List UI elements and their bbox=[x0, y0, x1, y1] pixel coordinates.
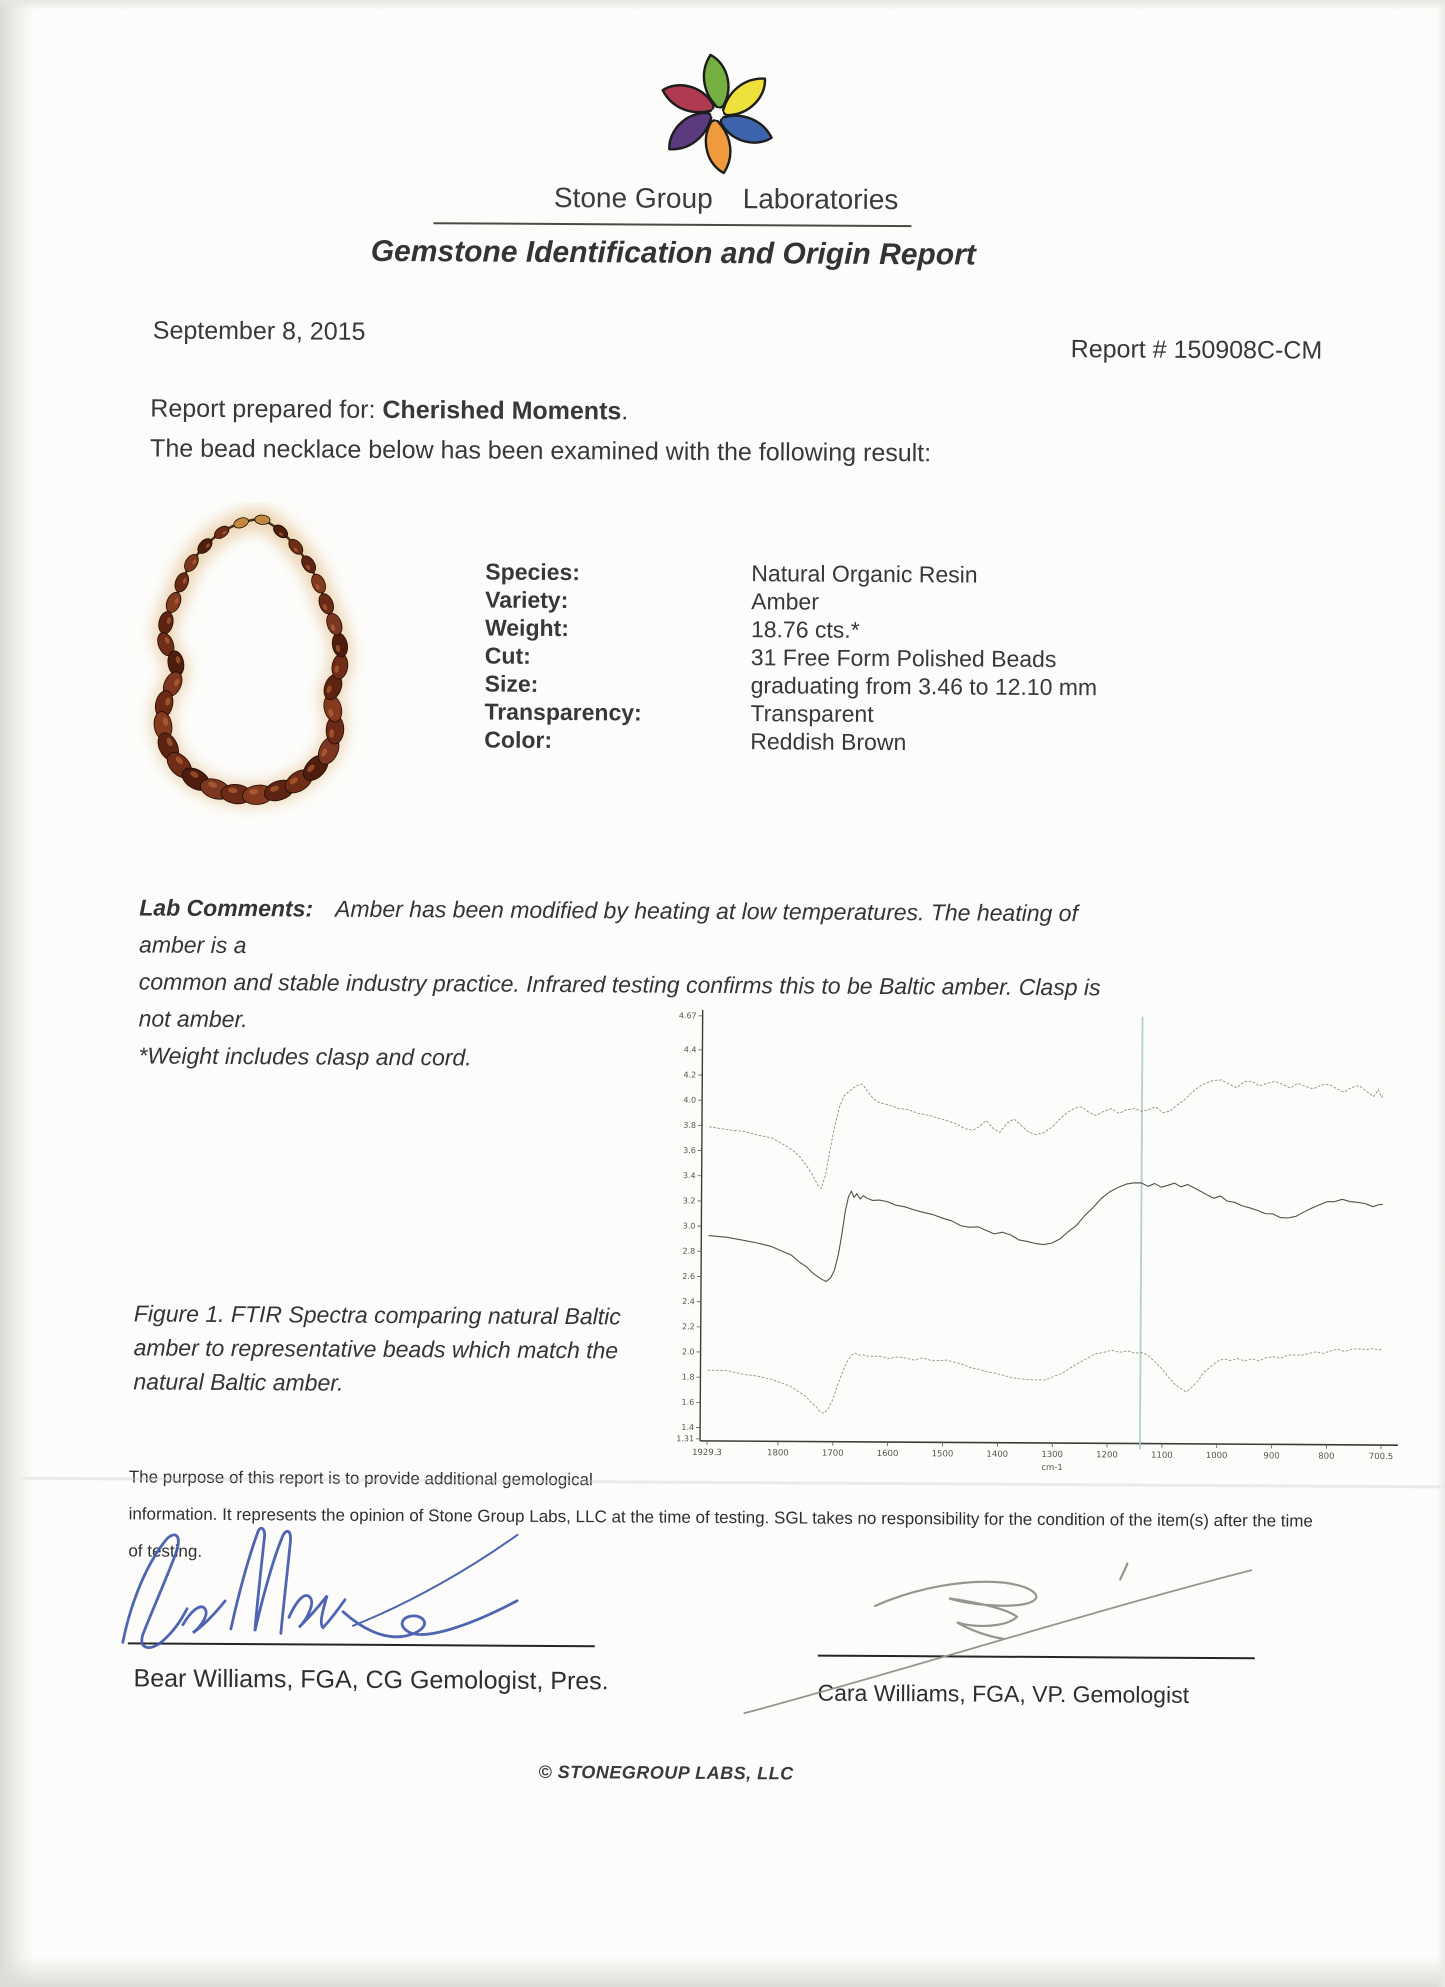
y-tick-label: 4.67 bbox=[678, 1011, 697, 1021]
spec-row-cut bbox=[484, 642, 1057, 673]
brand-word-laboratories: Laboratories bbox=[742, 183, 899, 216]
stone-group-labs-logo bbox=[652, 50, 785, 189]
brand-name bbox=[4, 179, 1445, 220]
ftir-chart-container bbox=[656, 1000, 1419, 1495]
y-tick-label: 2.0 bbox=[681, 1347, 695, 1357]
figure-caption bbox=[133, 1296, 634, 1401]
y-tick-label: 3.4 bbox=[682, 1171, 696, 1181]
lab-comments-line-2: common and stable industry practice. Infrared testing confirms this to be Baltic amber. Clasp is not amber. bbox=[138, 968, 1101, 1033]
purpose-paragraph bbox=[128, 1458, 1409, 1577]
spec-value: 31 Free Form Polished Beads bbox=[750, 644, 1057, 673]
spec-label: Weight: bbox=[484, 614, 570, 642]
y-tick-label: 4.0 bbox=[683, 1095, 697, 1105]
x-tick-label: 1000 bbox=[1205, 1450, 1228, 1462]
spec-row-size bbox=[484, 670, 1098, 701]
intro-line: The bead necklace below has been examined with the following result: bbox=[150, 434, 932, 468]
spec-value: 18.76 cts.* bbox=[750, 616, 860, 643]
footer-copyright: © STONEGROUP LABS, LLC bbox=[538, 1761, 794, 1784]
brand-word-stone-group: Stone Group bbox=[553, 181, 713, 214]
spec-label: Size: bbox=[484, 670, 539, 697]
spec-row-species bbox=[485, 558, 978, 588]
figure-caption-line-1: Figure 1. FTIR Spectra comparing natural Baltic bbox=[133, 1300, 621, 1330]
spec-value: Natural Organic Resin bbox=[751, 560, 978, 588]
x-tick-label: 700.5 bbox=[1368, 1451, 1394, 1463]
y-tick-label: 2.2 bbox=[681, 1322, 695, 1332]
figure-caption-line-2: amber to representative beads which match the bbox=[133, 1334, 619, 1364]
x-tick-label: 1929.3 bbox=[692, 1447, 722, 1459]
spec-value: Reddish Brown bbox=[750, 728, 907, 756]
x-tick-label: 1600 bbox=[876, 1448, 899, 1460]
header-divider bbox=[433, 222, 911, 227]
x-axis bbox=[700, 1441, 1398, 1445]
report-number: Report # 150908C-CM bbox=[1070, 335, 1323, 365]
ftir-spectra-chart bbox=[656, 1000, 1419, 1495]
x-tick-label: 1700 bbox=[821, 1448, 844, 1459]
y-tick-label: 4.2 bbox=[683, 1070, 697, 1080]
y-tick-label: 1.31 bbox=[676, 1434, 695, 1444]
y-tick-label: 3.8 bbox=[683, 1120, 697, 1130]
y-tick-label: 3.2 bbox=[682, 1196, 696, 1206]
spec-label: Variety: bbox=[485, 586, 569, 614]
spec-row-variety bbox=[485, 586, 820, 615]
y-tick-label: 1.8 bbox=[681, 1372, 695, 1382]
figure-caption-line-3: natural Baltic amber. bbox=[133, 1368, 344, 1396]
x-tick-label: 1400 bbox=[986, 1449, 1009, 1460]
amber-necklace-photo bbox=[128, 501, 365, 832]
scan-edge-right bbox=[1437, 0, 1445, 1987]
x-tick-label: 900 bbox=[1263, 1451, 1280, 1462]
lab-comments-line-1: Amber has been modified by heating at low temperatures. The heating of amber is a bbox=[138, 895, 1078, 959]
spec-label: Transparency: bbox=[484, 698, 642, 726]
y-tick-label: 2.4 bbox=[682, 1297, 695, 1307]
spectrum-trace-2 bbox=[708, 1180, 1383, 1285]
y-tick-label: 2.8 bbox=[682, 1246, 696, 1256]
x-tick-label: 1500 bbox=[931, 1449, 954, 1460]
y-tick-label: 1.4 bbox=[681, 1422, 695, 1433]
pinwheel-icon bbox=[659, 55, 775, 174]
x-tick-label: 800 bbox=[1318, 1451, 1335, 1462]
spectrum-trace-3 bbox=[707, 1344, 1382, 1417]
x-tick-label: 1300 bbox=[1041, 1449, 1064, 1461]
y-tick-label: 2.6 bbox=[682, 1271, 696, 1281]
x-axis-unit-label: cm-1 bbox=[1041, 1462, 1063, 1474]
y-tick-label: 1.6 bbox=[681, 1397, 695, 1407]
prepared-for-block bbox=[150, 388, 932, 473]
y-axis bbox=[700, 1010, 703, 1441]
report-date: September 8, 2015 bbox=[152, 316, 366, 346]
spec-table bbox=[484, 558, 1098, 756]
client-name: Cherished Moments bbox=[382, 395, 622, 426]
x-tick-label: 1200 bbox=[1096, 1450, 1118, 1461]
spectrum-trace-1 bbox=[709, 1077, 1384, 1192]
signatory-name-right: Cara Williams, FGA, VP. Gemologist bbox=[817, 1679, 1190, 1708]
lab-comments-label: Lab Comments: bbox=[139, 894, 314, 922]
amber-beads bbox=[152, 514, 351, 807]
scan-edge-top bbox=[0, 0, 1445, 10]
reference-line bbox=[1140, 1017, 1143, 1450]
spec-row-color bbox=[484, 726, 907, 756]
x-tick-label: 1100 bbox=[1151, 1450, 1173, 1461]
scan-edge-left bbox=[0, 0, 34, 1987]
y-tick-label: 4.4 bbox=[683, 1045, 697, 1055]
spec-row-weight bbox=[484, 614, 860, 643]
signature-line-left bbox=[128, 1642, 595, 1647]
prepared-for-prefix: Report prepared for: bbox=[150, 394, 383, 424]
purpose-line-3: of testing. bbox=[128, 1541, 203, 1561]
spec-label: Color: bbox=[484, 726, 553, 753]
spec-row-transparency bbox=[484, 698, 874, 727]
spec-value: graduating from 3.46 to 12.10 mm bbox=[750, 672, 1098, 701]
signatory-name-left: Bear Williams, FGA, CG Gemologist, Pres. bbox=[133, 1664, 609, 1696]
prepared-for-suffix: . bbox=[621, 397, 629, 426]
x-tick-label: 1800 bbox=[767, 1448, 789, 1459]
purpose-line-1: The purpose of this report is to provide additional gemological bbox=[128, 1467, 593, 1490]
spec-label: Species: bbox=[485, 558, 581, 586]
purpose-line-2: information. It represents the opinion of Stone Group Labs, LLC at the time of testing. SGL takes no responsibility for the condition of the item(s) after the time bbox=[128, 1504, 1313, 1531]
y-tick-label: 3.0 bbox=[682, 1221, 696, 1231]
y-tick-label: 3.6 bbox=[683, 1145, 696, 1156]
report-title: Gemstone Identification and Origin Report bbox=[370, 234, 976, 272]
spec-label: Cut: bbox=[484, 642, 531, 669]
lab-comments-line-3: *Weight includes clasp and cord. bbox=[138, 1042, 472, 1071]
signature-line-right bbox=[818, 1655, 1255, 1660]
scan-edge-bottom bbox=[0, 1957, 1445, 1987]
spec-value: Transparent bbox=[750, 700, 874, 727]
spec-value: Amber bbox=[751, 588, 820, 615]
